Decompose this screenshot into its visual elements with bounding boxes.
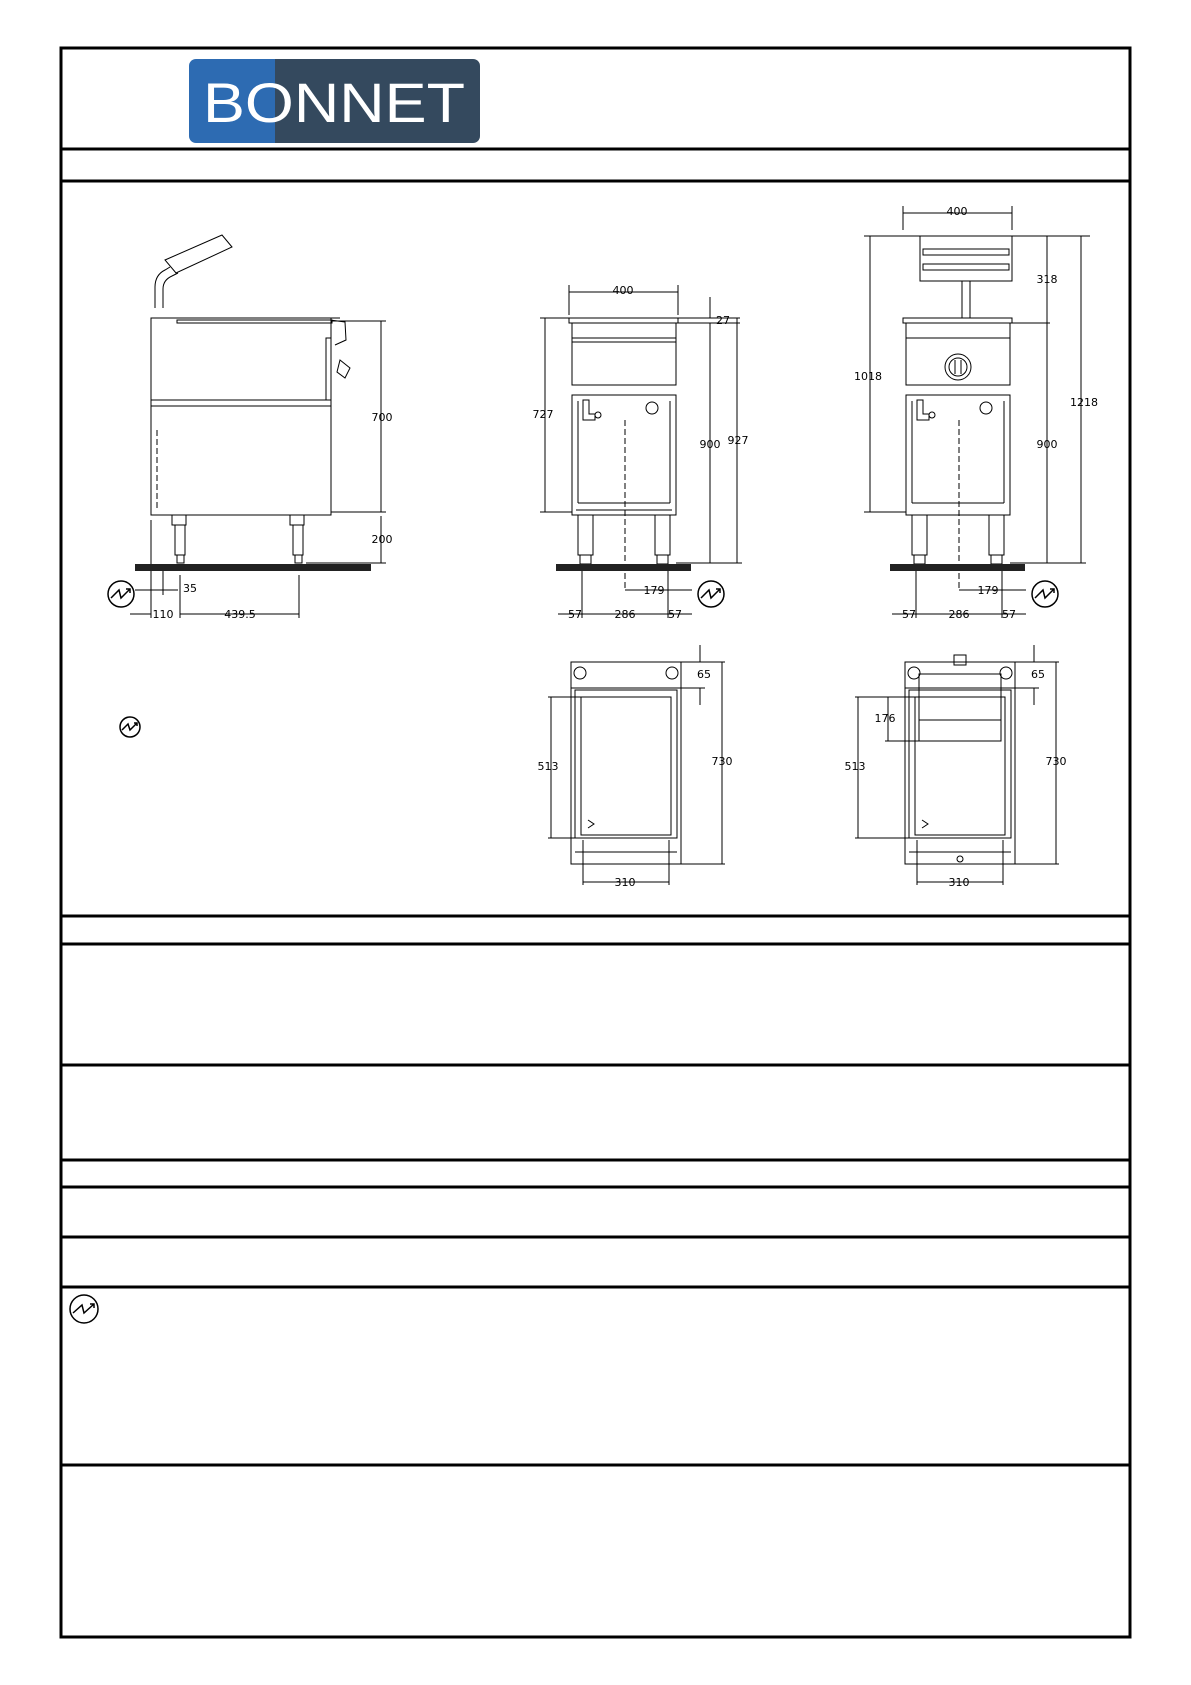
side-view-drawing [130, 235, 386, 618]
svg-text:730: 730 [711, 755, 733, 768]
svg-text:727: 727 [532, 408, 554, 421]
top-view-b-drawing [855, 645, 1059, 885]
electric-connection-icon [108, 581, 134, 607]
svg-text:900: 900 [699, 438, 721, 451]
svg-text:1218: 1218 [1070, 396, 1098, 409]
side-view-dimensions [153, 411, 393, 621]
svg-text:57: 57 [902, 608, 916, 621]
front-view-b-drawing [864, 206, 1090, 618]
electric-connection-icon [1032, 581, 1058, 607]
svg-text:179: 179 [643, 584, 665, 597]
svg-text:286: 286 [948, 608, 970, 621]
svg-text:57: 57 [1002, 608, 1016, 621]
svg-text:513: 513 [844, 760, 866, 773]
top-view-drawing [548, 645, 725, 885]
svg-text:310: 310 [948, 876, 970, 889]
svg-text:927: 927 [727, 434, 749, 447]
top-view-b-dimensions [845, 668, 1067, 889]
svg-text:35: 35 [183, 582, 197, 595]
svg-text:400: 400 [612, 284, 634, 297]
svg-text:730: 730 [1045, 755, 1067, 768]
svg-text:57: 57 [568, 608, 582, 621]
svg-text:27: 27 [716, 314, 730, 327]
electric-connection-icon [70, 1295, 98, 1323]
svg-text:57: 57 [668, 608, 682, 621]
svg-text:400: 400 [946, 205, 968, 218]
svg-text:200: 200 [371, 533, 393, 546]
svg-text:1018: 1018 [854, 370, 882, 383]
svg-text:110: 110 [152, 608, 174, 621]
svg-text:65: 65 [697, 668, 711, 681]
top-view-dimensions [538, 668, 733, 889]
svg-text:179: 179 [977, 584, 999, 597]
electric-connection-icon [698, 581, 724, 607]
svg-text:318: 318 [1036, 273, 1058, 286]
front-view-floor [556, 564, 691, 571]
brand-name: BONNET [203, 71, 465, 134]
front-view-b-dimensions [854, 205, 1098, 621]
svg-text:65: 65 [1031, 668, 1045, 681]
electric-connection-icon [120, 717, 140, 737]
brand-logo [189, 59, 480, 143]
svg-text:439.5: 439.5 [224, 608, 256, 621]
svg-text:900: 900 [1036, 438, 1058, 451]
front-view-b-floor [890, 564, 1025, 571]
svg-text:310: 310 [614, 876, 636, 889]
svg-text:700: 700 [371, 411, 393, 424]
side-view-floor [135, 564, 371, 571]
svg-text:176: 176 [874, 712, 896, 725]
svg-text:513: 513 [537, 760, 559, 773]
svg-text:286: 286 [614, 608, 636, 621]
